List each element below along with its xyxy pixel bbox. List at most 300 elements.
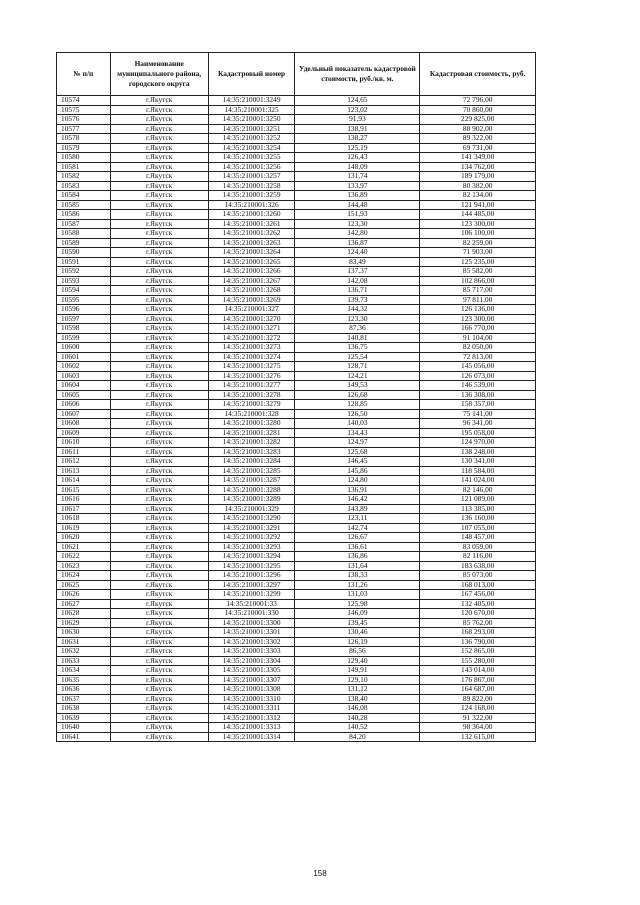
municipality-cell: г.Якутск [110,286,208,296]
specific-value-cell: 83,49 [295,257,420,267]
cadastral-number-cell: 14:35:210001:3271 [208,324,295,334]
table-row [57,229,536,239]
cadastral-value-cell: 168 293,00 [420,628,536,638]
specific-value-cell: 136,75 [295,343,420,353]
specific-value-cell: 145,86 [295,466,420,476]
municipality-cell: г.Якутск [110,609,208,619]
row-number-cell: 10592 [57,267,111,277]
municipality-cell: г.Якутск [110,656,208,666]
table-body [57,96,536,742]
row-number-cell: 10631 [57,637,111,647]
cadastral-value-cell: 98 364,00 [420,723,536,733]
row-number-cell: 10608 [57,419,111,429]
specific-value-cell: 136,91 [295,485,420,495]
table-row [57,561,536,571]
cadastral-value-cell: 123 300,00 [420,314,536,324]
table-row [57,542,536,552]
row-number-cell: 10585 [57,200,111,210]
municipality-cell: г.Якутск [110,438,208,448]
row-number-cell: 10640 [57,723,111,733]
cadastral-number-cell: 14:35:210001:3267 [208,276,295,286]
cadastral-number-cell: 14:35:210001:326 [208,200,295,210]
table-row [57,419,536,429]
municipality-cell: г.Якутск [110,409,208,419]
municipality-cell: г.Якутск [110,504,208,514]
cadastral-value-cell: 89 322,00 [420,134,536,144]
cadastral-value-cell: 113 385,00 [420,504,536,514]
cadastral-value-cell: 176 867,00 [420,675,536,685]
specific-value-cell: 124,21 [295,371,420,381]
table-row [57,333,536,343]
cadastral-number-cell: 14:35:210001:330 [208,609,295,619]
cadastral-value-cell: 89 822,00 [420,694,536,704]
cadastral-number-cell: 14:35:210001:3269 [208,295,295,305]
table-row [57,295,536,305]
cadastral-number-cell: 14:35:210001:3296 [208,571,295,581]
cadastral-number-cell: 14:35:210001:3261 [208,219,295,229]
row-number-cell: 10575 [57,105,111,115]
cadastral-number-cell: 14:35:210001:325 [208,105,295,115]
cadastral-value-cell: 155 280,00 [420,656,536,666]
cadastral-number-cell: 14:35:210001:3293 [208,542,295,552]
specific-value-cell: 130,46 [295,628,420,638]
cadastral-value-cell: 118 584,00 [420,466,536,476]
specific-value-cell: 140,81 [295,333,420,343]
row-number-cell: 10626 [57,590,111,600]
cadastral-value-cell: 145 056,00 [420,362,536,372]
cadastral-number-cell: 14:35:210001:3281 [208,428,295,438]
row-number-cell: 10617 [57,504,111,514]
specific-value-cell: 124,40 [295,248,420,258]
cadastral-number-cell: 14:35:210001:3252 [208,134,295,144]
table-row [57,124,536,134]
row-number-cell: 10584 [57,191,111,201]
specific-value-cell: 126,67 [295,533,420,543]
cadastral-number-cell: 14:35:210001:3314 [208,732,295,742]
cadastral-number-cell: 14:35:210001:327 [208,305,295,315]
table-row [57,590,536,600]
municipality-cell: г.Якутск [110,675,208,685]
table-row [57,694,536,704]
table-row [57,523,536,533]
cadastral-value-cell: 126 073,00 [420,371,536,381]
cadastral-number-cell: 14:35:210001:3255 [208,153,295,163]
row-number-cell: 10574 [57,96,111,106]
table-row [57,115,536,125]
row-number-cell: 10595 [57,295,111,305]
cadastral-number-cell: 14:35:210001:3305 [208,666,295,676]
table-row [57,704,536,714]
table-row [57,181,536,191]
row-number-cell: 10610 [57,438,111,448]
cadastral-number-cell: 14:35:210001:3270 [208,314,295,324]
cadastral-value-cell: 82 050,00 [420,343,536,353]
cadastral-value-cell: 120 670,00 [420,609,536,619]
table-row [57,286,536,296]
table-row [57,153,536,163]
cadastral-value-cell: 141 024,00 [420,476,536,486]
municipality-cell: г.Якутск [110,324,208,334]
cadastral-number-cell: 14:35:210001:3300 [208,618,295,628]
table-row [57,628,536,638]
cadastral-value-cell: 82 259,00 [420,238,536,248]
cadastral-number-cell: 14:35:210001:328 [208,409,295,419]
cadastral-value-cell: 75 141,00 [420,409,536,419]
specific-value-cell: 138,40 [295,694,420,704]
table-row [57,191,536,201]
specific-value-cell: 123,30 [295,219,420,229]
specific-value-cell: 123,02 [295,105,420,115]
specific-value-cell: 126,19 [295,637,420,647]
cadastral-value-cell: 83 059,00 [420,542,536,552]
municipality-cell: г.Якутск [110,352,208,362]
row-number-cell: 10606 [57,400,111,410]
cadastral-number-cell: 14:35:210001:3295 [208,561,295,571]
row-number-cell: 10587 [57,219,111,229]
cadastral-value-cell: 72 796,00 [420,96,536,106]
municipality-cell: г.Якутск [110,428,208,438]
specific-value-cell: 124,97 [295,438,420,448]
specific-value-cell: 149,91 [295,666,420,676]
specific-value-cell: 142,08 [295,276,420,286]
cadastral-number-cell: 14:35:210001:3258 [208,181,295,191]
cadastral-number-cell: 14:35:210001:3292 [208,533,295,543]
row-number-cell: 10593 [57,276,111,286]
specific-value-cell: 144,32 [295,305,420,315]
cadastral-value-cell: 141 349,00 [420,153,536,163]
cadastral-value-cell: 106 100,00 [420,229,536,239]
cadastral-number-cell: 14:35:210001:3294 [208,552,295,562]
cadastral-number-cell: 14:35:210001:3256 [208,162,295,172]
row-number-cell: 10621 [57,542,111,552]
specific-value-cell: 136,87 [295,238,420,248]
specific-value-cell: 138,27 [295,134,420,144]
row-number-cell: 10624 [57,571,111,581]
row-number-cell: 10618 [57,514,111,524]
municipality-cell: г.Якутск [110,723,208,733]
municipality-cell: г.Якутск [110,143,208,153]
cadastral-value-cell: 80 382,00 [420,181,536,191]
cadastral-number-cell: 14:35:210001:3285 [208,466,295,476]
specific-value-cell: 124,65 [295,96,420,106]
specific-value-cell: 138,33 [295,571,420,581]
row-number-cell: 10607 [57,409,111,419]
specific-value-cell: 149,53 [295,381,420,391]
municipality-cell: г.Якутск [110,248,208,258]
cadastral-number-cell: 14:35:210001:3251 [208,124,295,134]
table-row [57,172,536,182]
specific-value-cell: 146,08 [295,704,420,714]
specific-value-cell: 128,71 [295,362,420,372]
cadastral-value-cell: 85 762,00 [420,618,536,628]
cadastral-number-cell: 14:35:210001:3302 [208,637,295,647]
row-number-cell: 10628 [57,609,111,619]
table-row [57,447,536,457]
municipality-cell: г.Якутск [110,704,208,714]
table-row [57,324,536,334]
cadastral-value-cell: 164 687,00 [420,685,536,695]
table-row [57,485,536,495]
cadastral-value-cell: 189 179,00 [420,172,536,182]
cadastral-number-cell: 14:35:210001:3276 [208,371,295,381]
table-row [57,257,536,267]
municipality-cell: г.Якутск [110,238,208,248]
cadastral-value-cell: 85 717,00 [420,286,536,296]
specific-value-cell: 148,09 [295,162,420,172]
cadastral-number-cell: 14:35:210001:3257 [208,172,295,182]
cadastral-number-cell: 14:35:210001:3283 [208,447,295,457]
table-row [57,438,536,448]
table-row [57,276,536,286]
row-number-cell: 10577 [57,124,111,134]
specific-value-cell: 126,43 [295,153,420,163]
cadastral-value-cell: 82 146,00 [420,485,536,495]
cadastral-number-cell: 14:35:210001:3287 [208,476,295,486]
table-row [57,409,536,419]
cadastral-value-cell: 97 811,00 [420,295,536,305]
table-row [57,381,536,391]
cadastral-value-cell: 69 731,00 [420,143,536,153]
header-cadastral-value: Кадастровая стоимость, руб. [420,53,536,96]
municipality-cell: г.Якутск [110,191,208,201]
row-number-cell: 10614 [57,476,111,486]
cadastral-value-cell: 91 322,00 [420,713,536,723]
table-row [57,238,536,248]
table-row [57,713,536,723]
cadastral-number-cell: 14:35:210001:3260 [208,210,295,220]
cadastral-value-cell: 132 405,00 [420,599,536,609]
table-row [57,96,536,106]
table-row [57,504,536,514]
cadastral-number-cell: 14:35:210001:3264 [208,248,295,258]
cadastral-value-cell: 136 160,00 [420,514,536,524]
row-number-cell: 10634 [57,666,111,676]
municipality-cell: г.Якутск [110,561,208,571]
row-number-cell: 10615 [57,485,111,495]
specific-value-cell: 124,80 [295,476,420,486]
cadastral-number-cell: 14:35:210001:3282 [208,438,295,448]
municipality-cell: г.Якутск [110,210,208,220]
municipality-cell: г.Якутск [110,134,208,144]
cadastral-number-cell: 14:35:210001:3268 [208,286,295,296]
cadastral-number-cell: 14:35:210001:3254 [208,143,295,153]
specific-value-cell: 84,20 [295,732,420,742]
table-row [57,305,536,315]
page-number: 158 [313,869,327,878]
cadastral-value-cell: 148 457,00 [420,533,536,543]
municipality-cell: г.Якутск [110,96,208,106]
header-cadastral-number: Кадастровый номер [208,53,295,96]
municipality-cell: г.Якутск [110,381,208,391]
municipality-cell: г.Якутск [110,542,208,552]
cadastral-number-cell: 14:35:210001:3279 [208,400,295,410]
row-number-cell: 10588 [57,229,111,239]
header-specific-value: Удельный показатель кадастровой стоимости, руб./кв. м. [295,53,420,96]
cadastral-value-cell: 123 300,00 [420,219,536,229]
table-row [57,637,536,647]
specific-value-cell: 136,61 [295,542,420,552]
specific-value-cell: 86,56 [295,647,420,657]
cadastral-number-cell: 14:35:210001:3273 [208,343,295,353]
municipality-cell: г.Якутск [110,580,208,590]
cadastral-number-cell: 14:35:210001:3249 [208,96,295,106]
cadastral-value-cell: 229 825,00 [420,115,536,125]
cadastral-number-cell: 14:35:210001:3290 [208,514,295,524]
municipality-cell: г.Якутск [110,390,208,400]
table-row [57,219,536,229]
row-number-cell: 10603 [57,371,111,381]
cadastral-number-cell: 14:35:210001:3299 [208,590,295,600]
specific-value-cell: 131,26 [295,580,420,590]
municipality-cell: г.Якутск [110,457,208,467]
specific-value-cell: 131,74 [295,172,420,182]
table-row [57,362,536,372]
municipality-cell: г.Якутск [110,466,208,476]
row-number-cell: 10576 [57,115,111,125]
specific-value-cell: 142,74 [295,523,420,533]
row-number-cell: 10623 [57,561,111,571]
cadastral-number-cell: 14:35:210001:3275 [208,362,295,372]
table-row [57,609,536,619]
specific-value-cell: 87,36 [295,324,420,334]
specific-value-cell: 123,30 [295,314,420,324]
row-number-cell: 10639 [57,713,111,723]
municipality-cell: г.Якутск [110,571,208,581]
municipality-cell: г.Якутск [110,533,208,543]
table-row [57,656,536,666]
cadastral-value-cell: 158 357,00 [420,400,536,410]
specific-value-cell: 129,10 [295,675,420,685]
cadastral-number-cell: 14:35:210001:3308 [208,685,295,695]
row-number-cell: 10589 [57,238,111,248]
specific-value-cell: 125,19 [295,143,420,153]
cadastral-number-cell: 14:35:210001:3311 [208,704,295,714]
row-number-cell: 10630 [57,628,111,638]
municipality-cell: г.Якутск [110,200,208,210]
municipality-cell: г.Якутск [110,219,208,229]
header-row-number: № п/п [57,53,111,96]
municipality-cell: г.Якутск [110,172,208,182]
specific-value-cell: 140,28 [295,713,420,723]
row-number-cell: 10579 [57,143,111,153]
municipality-cell: г.Якутск [110,105,208,115]
cadastral-number-cell: 14:35:210001:3313 [208,723,295,733]
cadastral-number-cell: 14:35:210001:3280 [208,419,295,429]
table-row [57,162,536,172]
municipality-cell: г.Якутск [110,400,208,410]
row-number-cell: 10581 [57,162,111,172]
municipality-cell: г.Якутск [110,333,208,343]
municipality-cell: г.Якутск [110,229,208,239]
row-number-cell: 10599 [57,333,111,343]
municipality-cell: г.Якутск [110,514,208,524]
specific-value-cell: 140,03 [295,419,420,429]
cadastral-value-cell: 85 582,00 [420,267,536,277]
specific-value-cell: 138,91 [295,124,420,134]
municipality-cell: г.Якутск [110,276,208,286]
cadastral-value-cell: 88 902,00 [420,124,536,134]
row-number-cell: 10627 [57,599,111,609]
specific-value-cell: 91,93 [295,115,420,125]
specific-value-cell: 129,40 [295,656,420,666]
cadastral-number-cell: 14:35:210001:3289 [208,495,295,505]
table-row [57,134,536,144]
municipality-cell: г.Якутск [110,257,208,267]
row-number-cell: 10600 [57,343,111,353]
cadastral-value-cell: 82 116,00 [420,552,536,562]
table-row [57,343,536,353]
municipality-cell: г.Якутск [110,685,208,695]
row-number-cell: 10632 [57,647,111,657]
municipality-cell: г.Якутск [110,267,208,277]
municipality-cell: г.Якутск [110,732,208,742]
table-row [57,580,536,590]
municipality-cell: г.Якутск [110,637,208,647]
specific-value-cell: 126,68 [295,390,420,400]
specific-value-cell: 136,86 [295,552,420,562]
table-row [57,647,536,657]
header-municipality: Наименование муниципального района, городского округа [110,53,208,96]
cadastral-value-cell: 146 539,00 [420,381,536,391]
cadastral-number-cell: 14:35:210001:33 [208,599,295,609]
municipality-cell: г.Якутск [110,305,208,315]
cadastral-value-cell: 195 058,00 [420,428,536,438]
row-number-cell: 10605 [57,390,111,400]
row-number-cell: 10594 [57,286,111,296]
specific-value-cell: 146,42 [295,495,420,505]
municipality-cell: г.Якутск [110,628,208,638]
row-number-cell: 10598 [57,324,111,334]
table-row [57,552,536,562]
table-row [57,675,536,685]
cadastral-value-cell: 121 089,00 [420,495,536,505]
table-row [57,571,536,581]
specific-value-cell: 136,89 [295,191,420,201]
specific-value-cell: 143,89 [295,504,420,514]
cadastral-number-cell: 14:35:210001:3291 [208,523,295,533]
specific-value-cell: 139,73 [295,295,420,305]
cadastral-value-cell: 71 903,00 [420,248,536,258]
municipality-cell: г.Якутск [110,495,208,505]
table-row [57,732,536,742]
cadastral-value-cell: 124 168,00 [420,704,536,714]
cadastral-number-cell: 14:35:210001:3274 [208,352,295,362]
row-number-cell: 10635 [57,675,111,685]
cadastral-value-cell: 96 341,00 [420,419,536,429]
specific-value-cell: 125,68 [295,447,420,457]
specific-value-cell: 137,37 [295,267,420,277]
municipality-cell: г.Якутск [110,713,208,723]
municipality-cell: г.Якутск [110,666,208,676]
table-row [57,390,536,400]
table-row [57,618,536,628]
table-row [57,143,536,153]
cadastral-number-cell: 14:35:210001:3307 [208,675,295,685]
table-row [57,105,536,115]
table-row [57,248,536,258]
cadastral-number-cell: 14:35:210001:3277 [208,381,295,391]
cadastral-number-cell: 14:35:210001:3304 [208,656,295,666]
cadastral-value-cell: 121 941,00 [420,200,536,210]
table-row [57,400,536,410]
row-number-cell: 10591 [57,257,111,267]
row-number-cell: 10638 [57,704,111,714]
cadastral-number-cell: 14:35:210001:3259 [208,191,295,201]
specific-value-cell: 125,54 [295,352,420,362]
row-number-cell: 10625 [57,580,111,590]
cadastral-value-cell: 134 762,00 [420,162,536,172]
cadastral-value-cell: 107 055,00 [420,523,536,533]
